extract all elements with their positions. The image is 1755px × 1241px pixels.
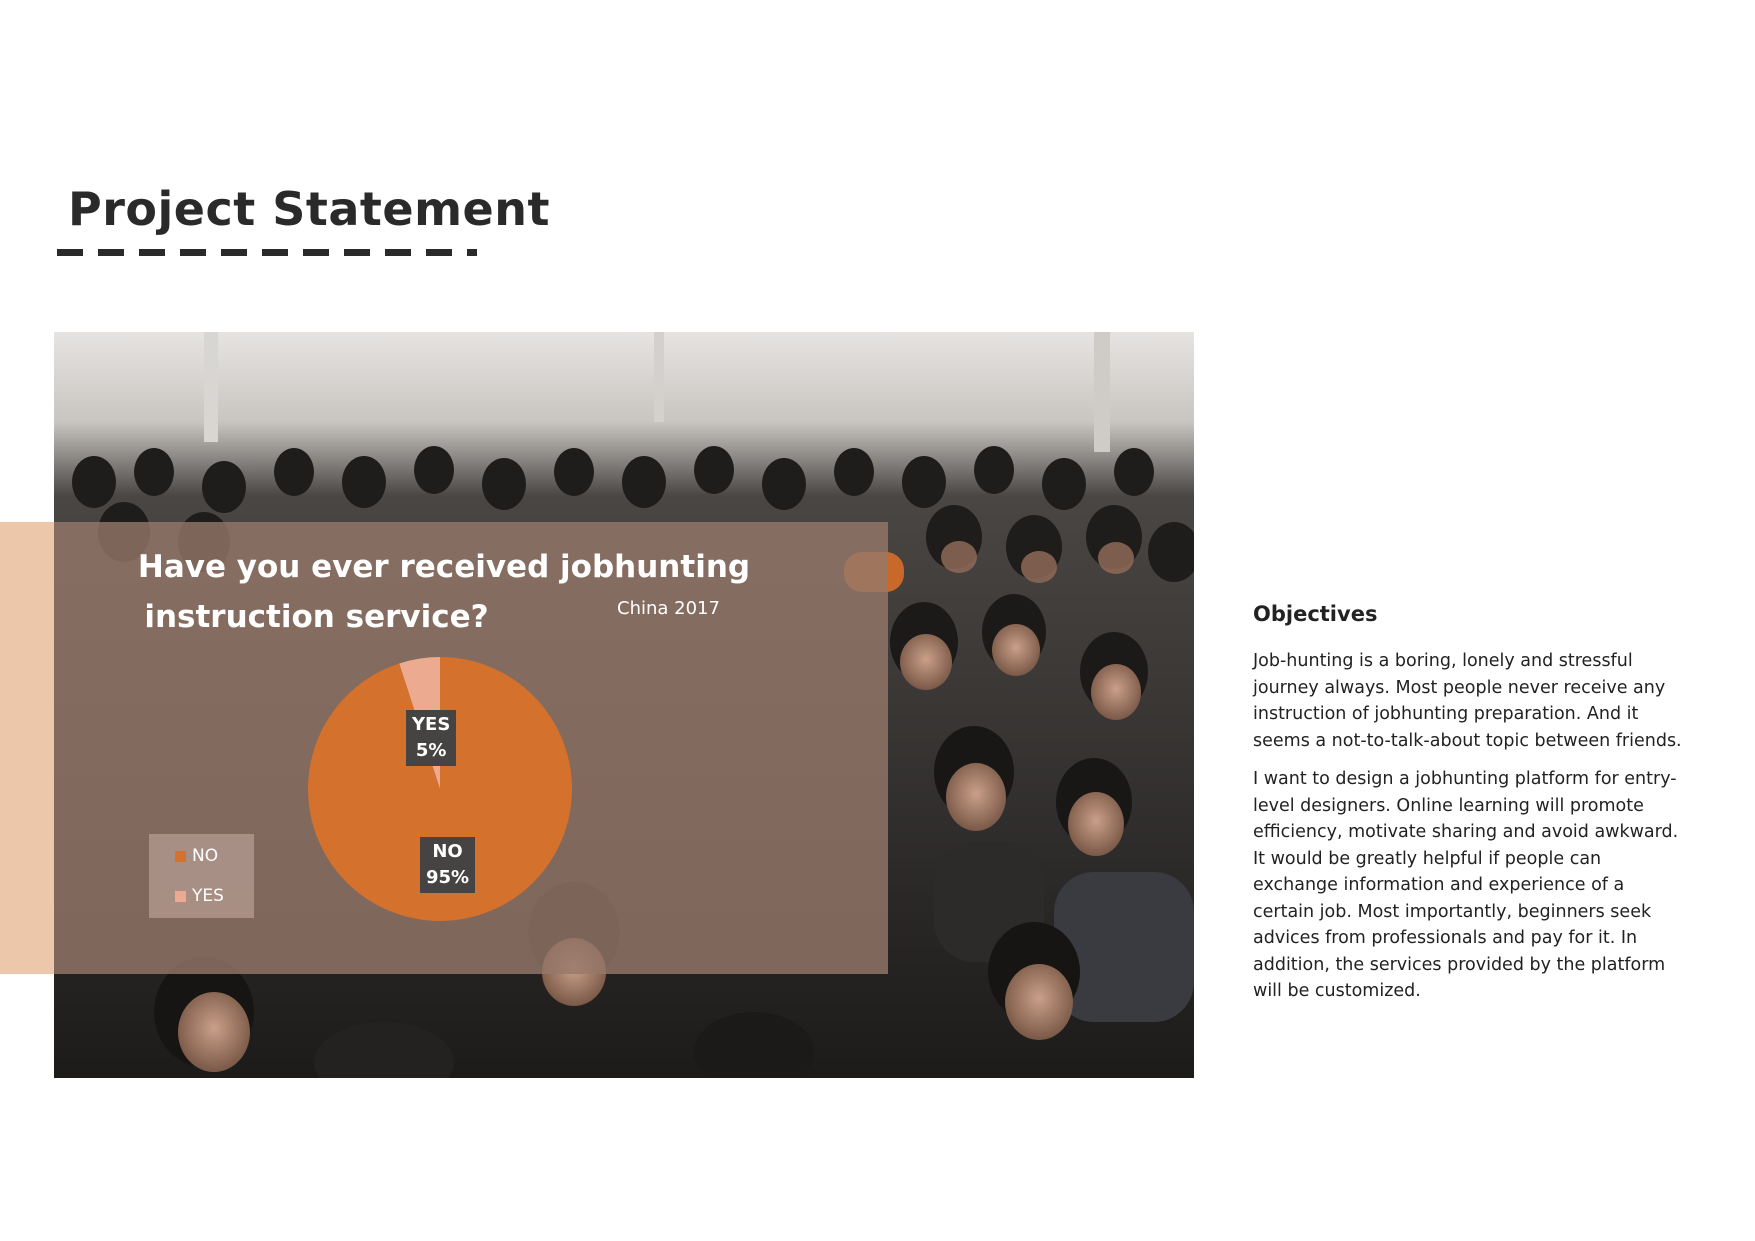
chart-legend bbox=[149, 834, 254, 918]
title-dashed-underline bbox=[57, 249, 477, 256]
data-label-yes-category: YES bbox=[412, 714, 451, 735]
data-label-no-value: 95% bbox=[426, 867, 470, 888]
objectives-paragraph: Job-hunting is a boring, lonely and stressful journey always. Most people never receive any instruction of jobhunting preparation. And it seems a not-to-talk-about topic between friends. bbox=[1253, 651, 1682, 751]
data-label-yes bbox=[406, 710, 456, 766]
data-label-yes-value: 5% bbox=[415, 740, 447, 761]
legend-label-no: NO bbox=[192, 846, 219, 866]
survey-chart-panel bbox=[54, 522, 888, 974]
chart-title-line-2-text: instruction service? bbox=[144, 599, 489, 635]
chart-title-line-1: Have you ever received jobhunting bbox=[137, 549, 751, 585]
legend-swatch-yes bbox=[175, 891, 186, 902]
page-title: Project Statement bbox=[68, 182, 550, 236]
objectives-heading: Objectives bbox=[1253, 602, 1378, 626]
data-label-no-category: NO bbox=[432, 841, 463, 862]
legend-swatch-no bbox=[175, 851, 186, 862]
legend-item-no bbox=[175, 846, 218, 866]
chart-subtitle: China 2017 bbox=[617, 598, 720, 619]
accent-strip bbox=[0, 522, 54, 974]
legend-label-yes: YES bbox=[192, 886, 224, 906]
objectives-body bbox=[1253, 648, 1683, 1017]
objectives-paragraph: I want to design a jobhunting platform for entry-level designers. Online learning will promote efficiency, motivate sharing and avoid awkward. It would be greatly helpful if people can exchange information and experience of a certain job. Most importantly, beginners seek advices from professionals and pay for it. In addition, the services provided by the platform will be customized. bbox=[1253, 769, 1679, 1001]
data-label-no bbox=[420, 837, 475, 893]
legend-item-yes bbox=[175, 886, 224, 906]
